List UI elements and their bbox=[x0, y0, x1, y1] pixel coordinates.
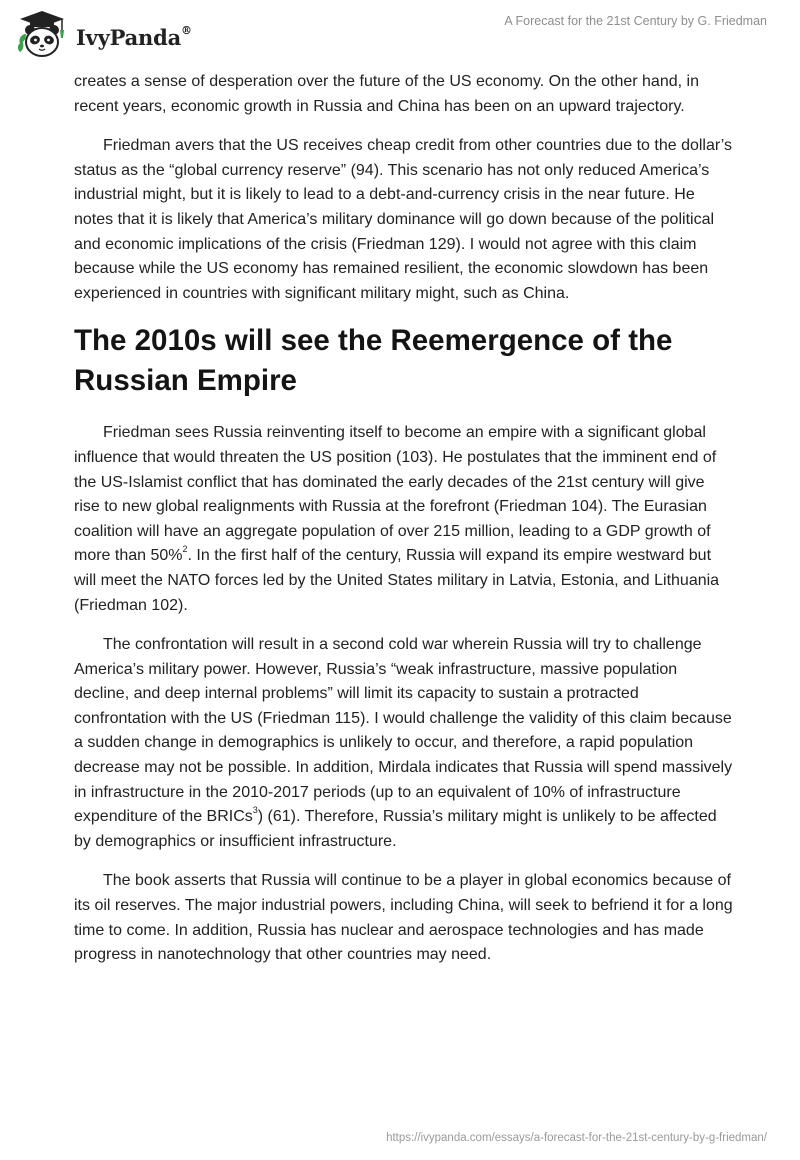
page-header bbox=[0, 0, 800, 70]
paragraph-2: Friedman avers that the US receives cheap credit from other countries due to the dollar’s status as the “global currency reserve” (94). This scenario has not only reduced America’s industrial might, but it is likely to lead to a debt-and-currency crisis in the near future. He notes that it is likely that America’s military dominance will go down because of the political and economic implications of the crisis (Friedman 129). I would not agree with this claim because while the US economy has remained resilient, the economic slowdown has been experienced in countries with significant military might, such as China. bbox=[74, 137, 733, 302]
paragraph-3: Friedman sees Russia reinventing itself to become an empire with a significant global influence that would threaten the US position (103). He postulates that the imminent end of the US-Islamist conflict that has dominated the early decades of the 21st century will give rise to new global realignments with Russia at the forefront (Friedman 104). The Eurasian coalition will have an aggregate population of over 215 million, leading to a GDP growth of more than 50%$^2$. In the first half of the century, Russia will expand its empire westward but will meet the NATO forces led by the United States military in Latvia, Estonia, and Lithuania (Friedman 102). bbox=[74, 424, 720, 614]
logo-link[interactable] bbox=[14, 8, 192, 62]
source-url[interactable]: https://ivypanda.com/essays/a-forecast-for-the-21st-century-by-g-friedman/ bbox=[386, 1132, 767, 1144]
brand-name: IvyPanda® bbox=[76, 23, 192, 50]
paragraph-1: creates a sense of desperation over the future of the US economy. On the other hand, in recent years, economic growth in Russia and China has been on an upward trajectory. bbox=[74, 73, 699, 115]
paragraph-5: The book asserts that Russia will continue to be a player in global economics because of its oil reserves. The major industrial powers, including China, will seek to befriend it for a long time to come. In addition, Russia has nuclear and aerospace technologies and has made progress in nanotechnology that other countries may need. bbox=[74, 872, 733, 964]
essay-content bbox=[74, 70, 734, 983]
panda-graduation-cap-icon bbox=[14, 8, 70, 62]
footnote-ref-2[interactable]: 2 bbox=[182, 543, 188, 554]
footnote-ref-3[interactable]: 3 bbox=[252, 804, 258, 815]
section-heading: The 2010s will see the Reemergence of the Russian Empire bbox=[74, 324, 673, 398]
document-title: A Forecast for the 21st Century by G. Friedman bbox=[504, 14, 767, 28]
paragraph-4: The confrontation will result in a second cold war wherein Russia will try to challenge America’s military power. However, Russia’s “weak infrastructure, massive population decline, and deep internal problems” will limit its capacity to sustain a protracted confrontation with the US (Friedman 115). I would challenge the validity of this claim because a sudden change in demographics is unlikely to occur, and therefore, a rapid population decrease may not be possible. In addition, Mirdala indicates that Russia will spend massively in infrastructure in the 2010-2017 periods (up to an equivalent of 10% of infrastructure expenditure of the BRICs$^3$) (61). Therefore, Russia’s military might is unlikely to be affected by demographics or insufficient infrastructure. bbox=[74, 636, 733, 850]
